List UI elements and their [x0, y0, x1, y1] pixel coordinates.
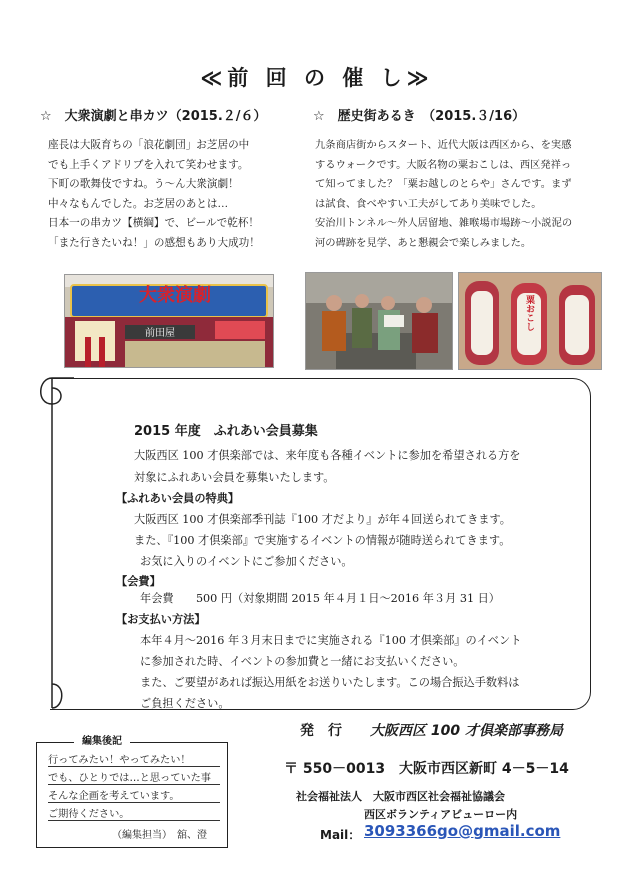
event-1-line: 中々なもんでした。お芝居のあとは… [48, 197, 229, 210]
publisher-name: 大阪西区 100 才倶楽部事務局 [370, 723, 563, 739]
event-2-title: ☆ 歴史街あるき （2015.３/16） [313, 109, 526, 124]
editor-note-line: でも、ひとりでは…と思っていた事 [48, 769, 220, 785]
benefit-item: また、『100 才倶楽部』で実施するイベントの情報が随時送られてきます。 [134, 534, 511, 547]
theatre-sign-text: 大衆演劇 [139, 285, 211, 306]
event-1-title: ☆ 大衆演劇と串カツ（2015.２/６） [40, 109, 267, 124]
page-title: ≪前 回 の 催 し≫ [200, 66, 434, 90]
theatre-photo-image [65, 275, 273, 367]
event-2-text [315, 136, 572, 254]
publisher-org: 社会福祉法人 大阪市西区社会福祉協議会 [296, 790, 505, 803]
theatre-sub-sign: 前田屋 [145, 328, 175, 339]
recruitment-intro-1: 大阪西区 100 才倶楽部では、来年度も各種イベントに参加を希望される方を [134, 449, 521, 462]
recruitment-intro-2: 対象にふれあい会員を募集いたします。 [134, 471, 335, 484]
theatre-photo [64, 274, 274, 368]
payment-line: 本年４月～2016 年３月末日までに実施される『100 才倶楽部』のイベント [140, 634, 522, 647]
awaokoshi-image [459, 273, 601, 369]
benefit-item: 大阪西区 100 才倶楽部季刊誌『100 才だより』が年４回送られてきます。 [134, 513, 511, 526]
publisher-office: 西区ボランティアビューロー内 [364, 808, 518, 821]
event-2-line: 安治川トンネル～外人居留地、雑喉場市場跡～小説泥の [315, 217, 573, 230]
editor-signature: （編集担当） 舘、澄 [112, 830, 207, 841]
event-1-line: 座長は大阪育ちの「浪花劇団」お芝居の中 [48, 139, 250, 151]
publisher-address: 〒 550－0013 大阪市西区新町 4－5－14 [284, 761, 569, 777]
awaokoshi-photo [458, 272, 602, 370]
payment-line: また、ご要望があれば振込用紙をお送りいたします。この場合振込手数料は [140, 676, 520, 689]
payment-line: ご負担ください。 [140, 697, 230, 710]
recruitment-title: 2015 年度 ふれあい会員募集 [134, 424, 318, 439]
event-2-line: 九条商店街からスタート、近代大阪は西区から、を実感 [315, 139, 572, 151]
walk-group-image [306, 273, 452, 369]
scroll-left-curl [34, 374, 94, 714]
event-1-text [48, 136, 260, 254]
editor-note-line: そんな企画を考えています。 [48, 787, 220, 803]
benefit-item: お気に入りのイベントにご参加ください。 [140, 555, 353, 568]
benefits-heading: 【ふれあい会員の特典】 [116, 492, 240, 505]
fee-heading: 【会費】 [116, 575, 161, 588]
payment-heading: 【お支払い方法】 [116, 613, 206, 626]
mail-label: Mail： [320, 828, 361, 842]
event-2-line: て知ってました？「粟お越しのとらや」さんです。まず [315, 178, 572, 191]
publisher-label: 発 行 [300, 723, 342, 739]
event-1-line: 「また行きたいね！」の感想もあり大成功！ [48, 236, 260, 249]
payment-line: に参加された時、イベントの参加費と一緒にお支払いください。 [140, 655, 465, 668]
fee-text: 年会費 500 円（対象期間 2015 年４月１日～2016 年３月 31 日） [140, 592, 500, 605]
event-2-line: するウォークです。大阪名物の粟おこしは、西区発祥っ [315, 158, 572, 171]
package-label: 粟おこし [524, 295, 534, 331]
editor-note-line: 行ってみたい！やってみたい！ [48, 751, 220, 767]
editor-note-heading: 編集後記 [74, 732, 130, 747]
editor-note-lines [48, 751, 220, 821]
event-1-line: でも上手くアドリブを入れて笑わせます。 [48, 158, 249, 171]
event-1-line: 下町の歌舞伎ですね。う～ん大衆演劇！ [48, 178, 239, 191]
email-link[interactable]: 3093366go@gmail.com [364, 822, 561, 840]
editor-note-line: ご期待ください。 [48, 805, 220, 821]
event-1-line: 日本一の串カツ【横綱】で、ビールで乾杯！ [48, 217, 260, 230]
event-2-line: は試食、食べやすい工夫がしてあり美味でした。 [315, 197, 542, 210]
event-2-line: 河の碑跡を見学、あと懇親会で楽しみました。 [315, 236, 532, 249]
walk-group-photo [305, 272, 453, 370]
